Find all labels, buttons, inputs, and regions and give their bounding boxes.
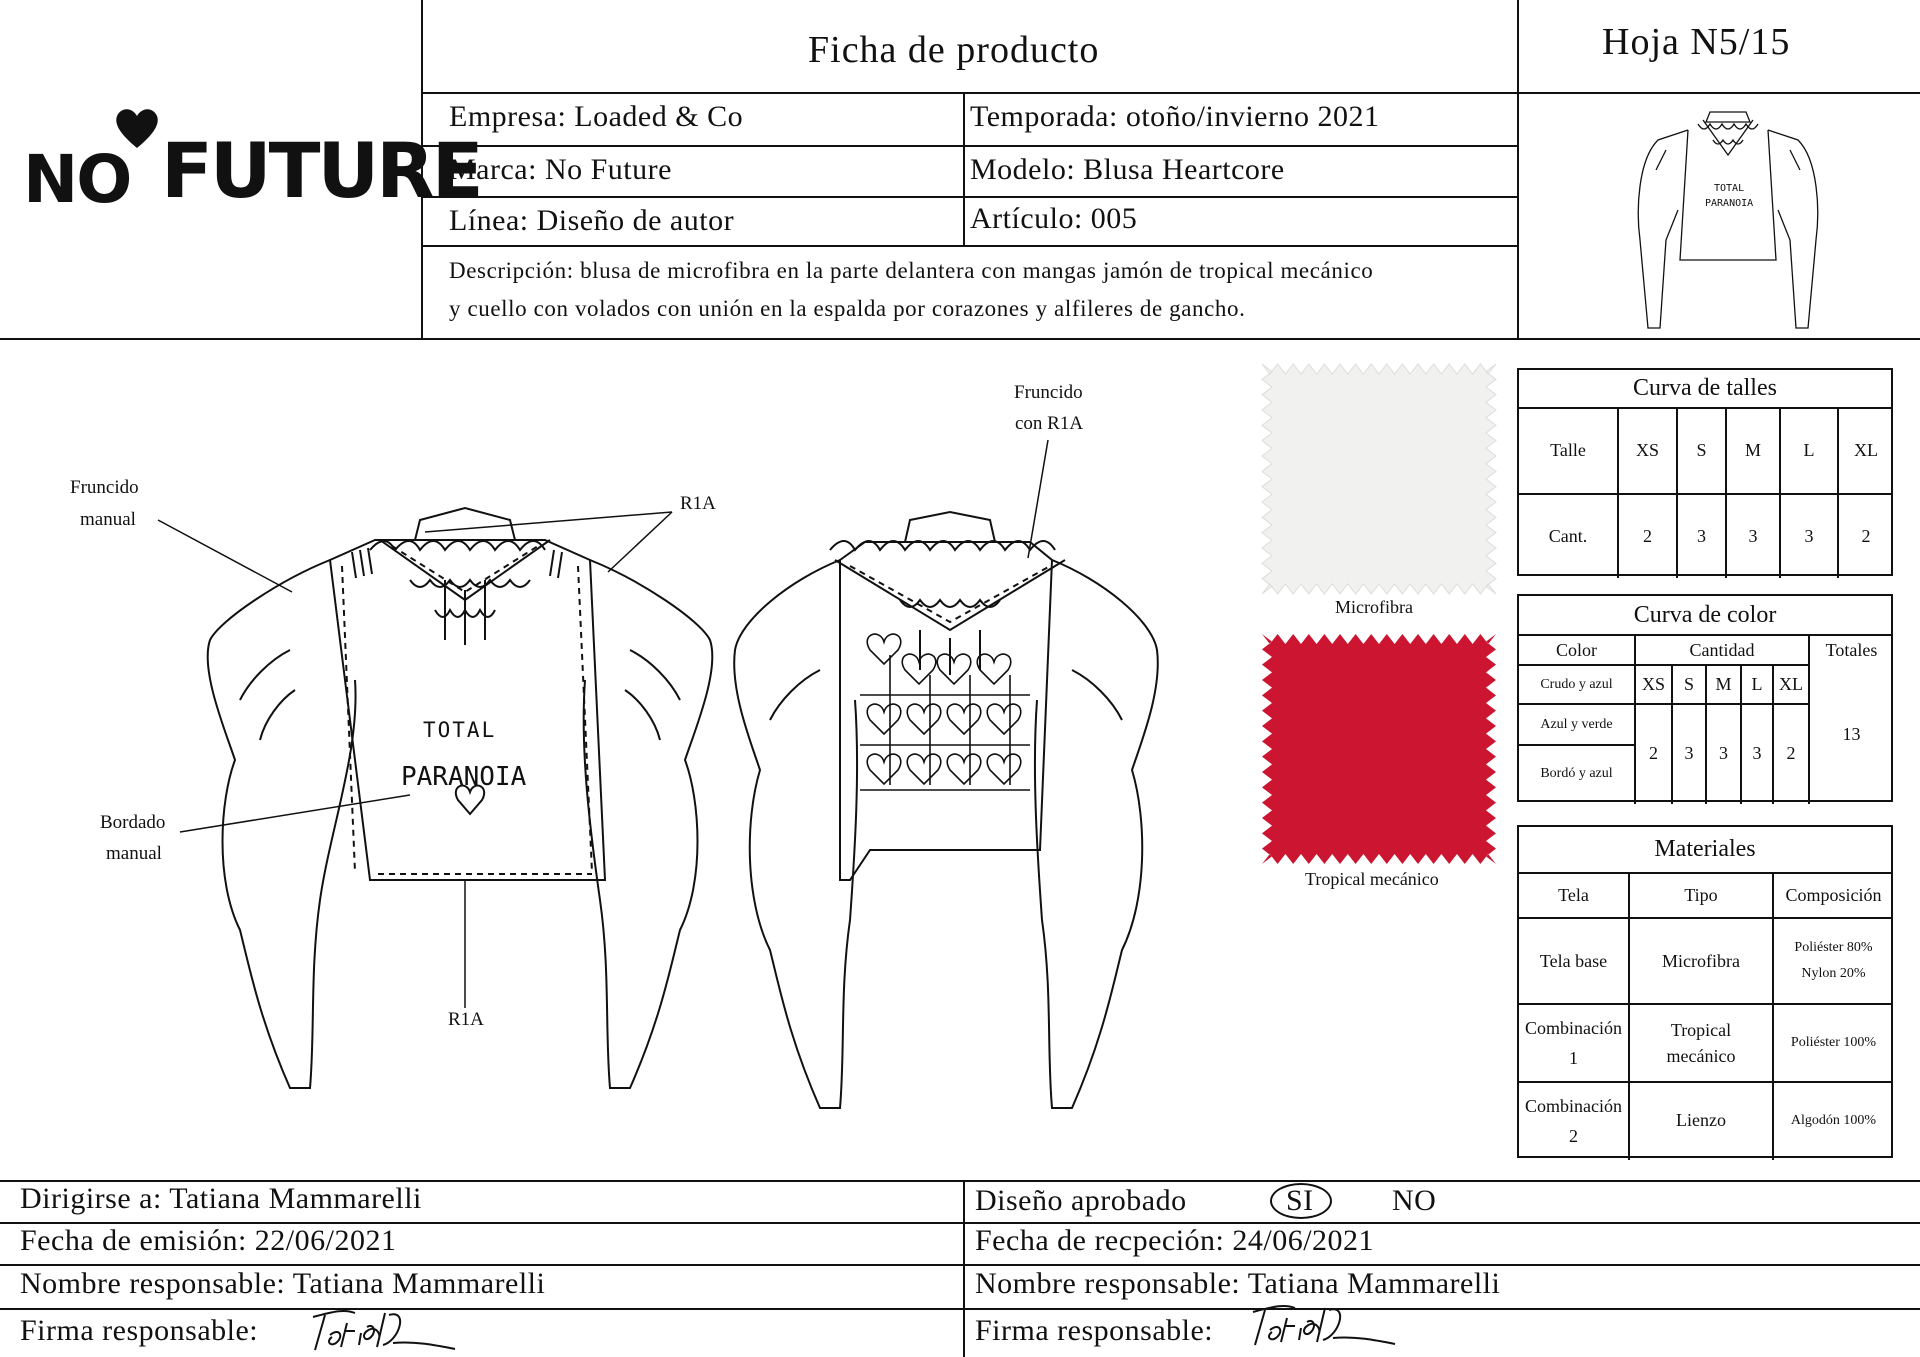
qty-xs: 2	[1643, 525, 1652, 546]
annotation-fruncido-manual-2: manual	[80, 509, 136, 530]
qty-row-label: Cant.	[1548, 525, 1588, 546]
cc-size-m: M	[1715, 674, 1732, 694]
linea-field: Línea: Diseño de autor	[449, 204, 735, 237]
cc-qty-l: 3	[1752, 743, 1762, 763]
swatch-tropical	[1262, 634, 1496, 864]
signature-left	[305, 1305, 465, 1355]
mat-row-3-tela	[1519, 1083, 1628, 1158]
firma-right-label: Firma responsable:	[975, 1314, 1214, 1347]
swatch-microfibra-label: Microfibra	[1335, 597, 1413, 617]
color-curve-table	[1517, 594, 1893, 802]
qty-m: 3	[1748, 525, 1758, 546]
materials-table	[1517, 825, 1893, 1158]
qty-l: 3	[1804, 525, 1814, 546]
mat-row-2-tela-b: 1	[1569, 1048, 1578, 1068]
page-title: Ficha de producto	[808, 29, 1100, 71]
fecha-recepcion-field: Fecha de recpeción: 24/06/2021	[975, 1224, 1375, 1257]
swatch-tropical-label: Tropical mecánico	[1305, 869, 1439, 889]
thumb-print-line-2: PARANOIA	[1705, 198, 1754, 209]
footer-divider	[963, 1180, 965, 1357]
front-print-line-1: TOTAL	[423, 718, 497, 742]
cc-qty-xs: 2	[1649, 743, 1658, 763]
signature-right	[1245, 1300, 1405, 1350]
dirigirse-field: Dirigirse a: Tatiana Mammarelli	[20, 1182, 422, 1215]
diseno-aprobado-label: Diseño aprobado	[975, 1184, 1187, 1217]
mat-row-1-comp-b: Nylon 20%	[1801, 966, 1866, 981]
mat-row-2-tipo-b: mecánico	[1666, 1046, 1736, 1066]
annotation-bordado-1: Bordado	[100, 812, 166, 833]
articulo-field: Artículo: 005	[970, 202, 1138, 235]
descripcion-line-1: Descripción: blusa de microfibra en la parte delantera con mangas jamón de tropical mecánico	[449, 258, 1374, 283]
marca-field: Marca: No Future	[449, 153, 672, 186]
mat-row-2-tipo	[1630, 1005, 1772, 1081]
mat-row-1-comp	[1774, 919, 1893, 1003]
size-curve-title: Curva de talles	[1633, 375, 1777, 401]
swatch-microfibra	[1262, 364, 1496, 594]
materials-title: Materiales	[1654, 836, 1756, 862]
color-row-1: Crudo y azul	[1540, 676, 1613, 692]
size-s: S	[1696, 440, 1707, 460]
mat-row-2-tipo-a: Tropical	[1670, 1020, 1732, 1040]
mat-row-1-comp-a: Poliéster 80%	[1794, 940, 1873, 955]
totales-col-header: Totales	[1825, 639, 1878, 660]
color-row-3: Bordó y azul	[1540, 766, 1613, 781]
size-curve-table	[1517, 368, 1893, 576]
approval-si: SI	[1286, 1184, 1314, 1217]
annotation-fruncido-r1a-2: con R1A	[1015, 413, 1084, 434]
mat-row-1-tipo: Microfibra	[1662, 950, 1740, 971]
approval-no: NO	[1392, 1184, 1437, 1217]
size-xl: XL	[1854, 440, 1878, 460]
mat-row-2-tela	[1519, 1005, 1628, 1081]
annotation-fruncido-r1a-1: Fruncido	[1014, 382, 1083, 403]
annotation-fruncido-manual-1: Fruncido	[70, 477, 139, 498]
cc-total: 13	[1842, 723, 1861, 744]
mat-row-3-tipo: Lienzo	[1676, 1110, 1726, 1130]
annotation-r1a-top: R1A	[680, 493, 716, 514]
empresa-field: Empresa: Loaded & Co	[449, 100, 744, 133]
qty-xl: 2	[1861, 525, 1871, 546]
logo-no: NO	[23, 141, 131, 218]
color-curve-title: Curva de color	[1633, 601, 1777, 628]
annotation-r1a-bottom: R1A	[448, 1009, 484, 1030]
composicion-col-header: Composición	[1785, 885, 1882, 905]
firma-left-label: Firma responsable:	[20, 1314, 259, 1347]
color-row-2: Azul y verde	[1540, 716, 1613, 732]
cantidad-col-header: Cantidad	[1689, 639, 1755, 660]
cc-size-xs: XS	[1641, 674, 1665, 694]
mat-row-2-comp: Poliéster 100%	[1790, 1035, 1877, 1050]
descripcion-line-2: y cuello con volados con unión en la espalda por corazones y alfileres de gancho.	[449, 296, 1246, 321]
footer-rule-2	[0, 1264, 1920, 1266]
size-l: L	[1803, 440, 1815, 460]
cc-size-xl: XL	[1779, 674, 1803, 694]
tela-col-header: Tela	[1558, 885, 1589, 905]
thumb-print-line-1: TOTAL	[1714, 183, 1745, 194]
footer-rule-3	[0, 1308, 1920, 1310]
fecha-emision-field: Fecha de emisión: 22/06/2021	[20, 1224, 397, 1257]
color-col-header: Color	[1555, 639, 1597, 660]
mat-row-3-tela-a: Combinación	[1525, 1095, 1622, 1116]
tipo-col-header: Tipo	[1684, 885, 1718, 905]
cc-qty-m: 3	[1719, 743, 1728, 763]
mat-row-1-tela: Tela base	[1539, 950, 1608, 971]
mat-row-3-tela-b: 2	[1569, 1125, 1578, 1146]
front-print-line-2: PARANOIA	[401, 762, 527, 792]
cc-qty-xl: 2	[1786, 743, 1796, 763]
modelo-field: Modelo: Blusa Heartcore	[970, 153, 1285, 186]
cc-qty-s: 3	[1684, 743, 1694, 763]
annotation-bordado-2: manual	[106, 843, 162, 864]
mat-row-3-comp: Algodón 100%	[1790, 1112, 1877, 1128]
size-xs: XS	[1635, 440, 1659, 460]
size-m: M	[1744, 440, 1761, 460]
logo-future: FUTURE	[161, 126, 481, 215]
sheet-number: Hoja N5/15	[1602, 21, 1791, 63]
responsable-right: Nombre responsable: Tatiana Mammarelli	[975, 1267, 1501, 1300]
temporada-field: Temporada: otoño/invierno 2021	[970, 100, 1380, 133]
responsable-left: Nombre responsable: Tatiana Mammarelli	[20, 1267, 546, 1300]
mat-row-2-tela-a: Combinación	[1525, 1018, 1622, 1038]
cc-size-s: S	[1683, 674, 1694, 694]
qty-s: 3	[1697, 525, 1706, 546]
size-row-label: Talle	[1550, 440, 1586, 460]
cc-size-l: L	[1751, 674, 1763, 694]
